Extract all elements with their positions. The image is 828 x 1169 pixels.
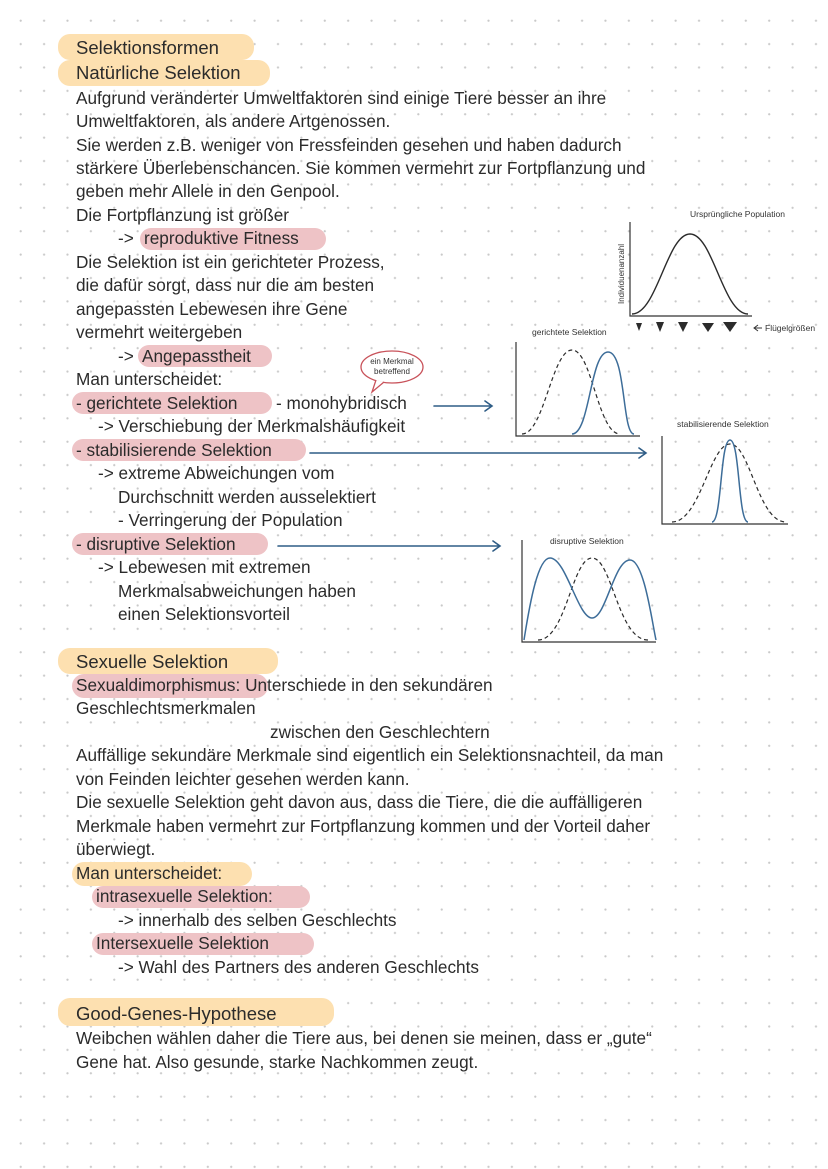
chart-original-xlabel: Flügelgrößen [765, 323, 816, 333]
chart-stabilizing-title: stabilisierende Selektion [677, 419, 769, 429]
heading-good-genes: Good-Genes-Hypothese [76, 1003, 277, 1024]
text-line: Die Fortpflanzung ist größer [76, 205, 290, 225]
text-line: Merkmalsabweichungen haben [118, 581, 356, 601]
chart-original-curve [632, 234, 748, 314]
text-line: -> extreme Abweichungen vom [98, 463, 335, 483]
text-line: Auffällige sekundäre Merkmale sind eigentlich ein Selektionsnachteil, da man [76, 745, 664, 765]
arrow-icon [754, 325, 762, 331]
heading-natuerliche-selektion: Natürliche Selektion [76, 62, 241, 83]
text-line: Umweltfaktoren, als andere Artgenossen. [76, 111, 391, 131]
chart-directional-axes [516, 342, 640, 436]
arrow-prefix: -> [118, 346, 134, 366]
arrow-prefix: -> [118, 228, 134, 248]
term-disruptive-selektion: - disruptive Selektion [76, 534, 236, 554]
text-line: -> Wahl des Partners des anderen Geschlechts [118, 957, 479, 977]
wing-shape-icons [636, 322, 737, 332]
term-intersexuelle-selektion: Intersexuelle Selektion [96, 933, 269, 953]
text-line: Durchschnitt werden ausselektiert [118, 487, 376, 507]
text-line: - Verringerung der Population [118, 510, 343, 530]
text-line: Geschlechtsmerkmalen [76, 698, 256, 718]
term-angepasstheit: Angepasstheit [142, 346, 251, 366]
term-gerichtete-selektion: - gerichtete Selektion [76, 393, 238, 413]
text-line: zwischen den Geschlechtern [270, 722, 490, 742]
original-curve [522, 350, 620, 434]
text-man-unterscheidet: Man unterscheidet: [76, 863, 223, 883]
selected-curve [572, 352, 634, 434]
term-intrasexuelle-selektion: intrasexuelle Selektion: [96, 886, 273, 906]
text-line: -> Verschiebung der Merkmalshäufigkeit [98, 416, 406, 436]
chart-original-ylabel: Individuenanzahl [617, 243, 626, 304]
arrow-to-stabilizing [310, 448, 646, 458]
text-line: einen Selektionsvorteil [118, 604, 290, 624]
selected-curve [524, 558, 656, 640]
text-line: vermehrt weitergeben [76, 322, 243, 342]
bubble-line2: betreffend [374, 367, 410, 376]
text-line: Weibchen wählen daher die Tiere aus, bei denen sie meinen, dass er „gute“ [76, 1028, 652, 1048]
text-line: Merkmale haben vermehrt zur Fortpflanzung kommen und der Vorteil daher [76, 816, 651, 836]
heading-selektionsformen: Selektionsformen [76, 37, 219, 58]
term-reproduktive-fitness: reproduktive Fitness [144, 228, 299, 248]
term-sexualdimorphismus: Sexualdimorphismus: [76, 675, 241, 695]
chart-disruptive [516, 532, 664, 648]
chart-disruptive-axes [522, 540, 656, 642]
text-line: Man unterscheidet: [76, 369, 223, 389]
selected-curve [712, 440, 748, 522]
text-line: Sie werden z.B. weniger von Fressfeinden gesehen und haben dadurch [76, 135, 622, 155]
text-line: -> innerhalb des selben Geschlechts [118, 910, 397, 930]
text-line: von Feinden leichter gesehen werden kann. [76, 769, 410, 789]
text-line [76, 674, 493, 697]
text-line: -> Lebewesen mit extremen [98, 557, 311, 577]
bubble-line1: ein Merkmal [370, 357, 414, 366]
chart-directional-title: gerichtete Selektion [532, 327, 607, 337]
text-line: Die sexuelle Selektion geht davon aus, dass die Tiere, die die auffälligeren [76, 792, 643, 812]
text-line: stärkere Überlebenschancen. Sie kommen vermehrt zur Fortpflanzung und [76, 158, 646, 178]
arrow-to-disruptive [278, 541, 500, 551]
text-line: geben mehr Allele in den Genpool. [76, 181, 340, 201]
chart-directional [510, 324, 644, 440]
chart-original-population [612, 204, 828, 344]
text-line: angepassten Lebewesen ihre Gene [76, 299, 348, 319]
text-line: Die Selektion ist ein gerichteter Prozess, [76, 252, 385, 272]
text-monohybridisch: - monohybridisch [276, 393, 407, 413]
text-line: überwiegt. [76, 839, 156, 859]
term-stabilisierende-selektion: - stabilisierende Selektion [76, 440, 272, 460]
heading-sexuelle-selektion: Sexuelle Selektion [76, 651, 229, 672]
chart-disruptive-title: disruptive Selektion [550, 536, 624, 546]
text-line: Aufgrund veränderter Umweltfaktoren sind einige Tiere besser an ihre [76, 88, 607, 108]
arrow-to-directional [434, 401, 492, 411]
text-line: Gene hat. Also gesunde, starke Nachkommen zeugt. [76, 1052, 479, 1072]
text-line: die dafür sorgt, dass nur die am besten [76, 275, 375, 295]
original-curve [538, 558, 648, 640]
chart-original-title: Ursprüngliche Population [690, 209, 785, 219]
text-dimorph-rest: Unterschiede in den sekundären [240, 675, 493, 695]
original-curve [672, 444, 786, 522]
chart-stabilizing [656, 414, 792, 528]
